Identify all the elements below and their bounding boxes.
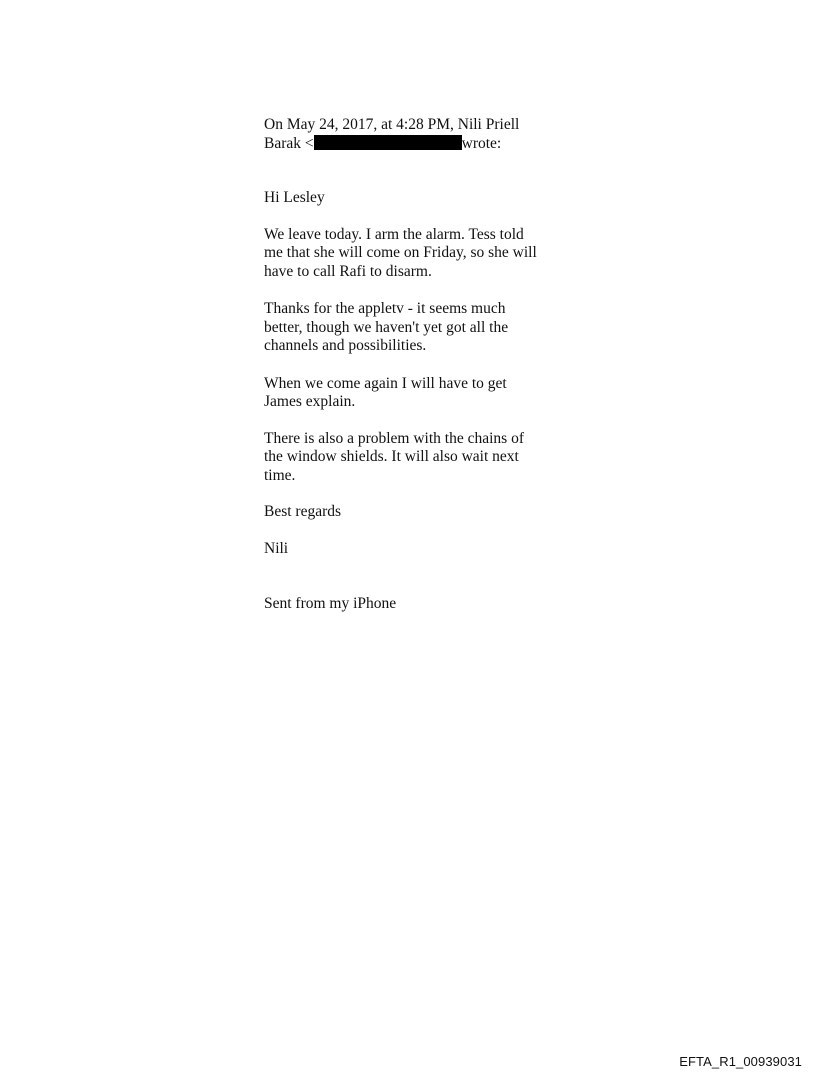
closing: Best regards bbox=[264, 503, 342, 520]
sender-name-prefix: Barak < bbox=[264, 134, 314, 152]
paragraph-come-again bbox=[264, 375, 554, 412]
mobile-signature: Sent from my iPhone bbox=[264, 595, 397, 612]
paragraph-line: When we come again I will have to get bbox=[264, 374, 507, 392]
sender-name: Nili bbox=[264, 539, 289, 557]
paragraph-appletv bbox=[264, 300, 554, 356]
paragraph-line: James explain. bbox=[264, 393, 356, 410]
wrote-label: wrote: bbox=[461, 134, 502, 152]
reply-header-line-2 bbox=[264, 135, 554, 154]
email-body bbox=[264, 116, 554, 614]
paragraph-window-shields bbox=[264, 430, 554, 486]
paragraph-line: time. bbox=[264, 466, 296, 484]
redacted-email-address bbox=[314, 135, 462, 150]
document-id-footer: EFTA_R1_00939031 bbox=[679, 1054, 802, 1069]
paragraph-line: better, though we haven't yet got all the bbox=[264, 318, 509, 336]
paragraph-line: channels and possibilities. bbox=[264, 337, 427, 354]
paragraph-line: the window shields. It will also wait next bbox=[264, 448, 519, 465]
paragraph-line: me that she will come on Friday, so she will bbox=[264, 244, 537, 261]
greeting: Hi Lesley bbox=[264, 189, 325, 206]
reply-header-line-1: On May 24, 2017, at 4:28 PM, Nili Priell bbox=[264, 116, 520, 133]
paragraph-line: Thanks for the appletv - it seems much bbox=[264, 300, 506, 317]
paragraph-line: We leave today. I arm the alarm. Tess told bbox=[264, 225, 524, 243]
paragraph-line: have to call Rafi to disarm. bbox=[264, 262, 432, 280]
paragraph-line: There is also a problem with the chains of bbox=[264, 429, 524, 447]
reply-header bbox=[264, 116, 554, 153]
paragraph-alarm bbox=[264, 226, 554, 282]
